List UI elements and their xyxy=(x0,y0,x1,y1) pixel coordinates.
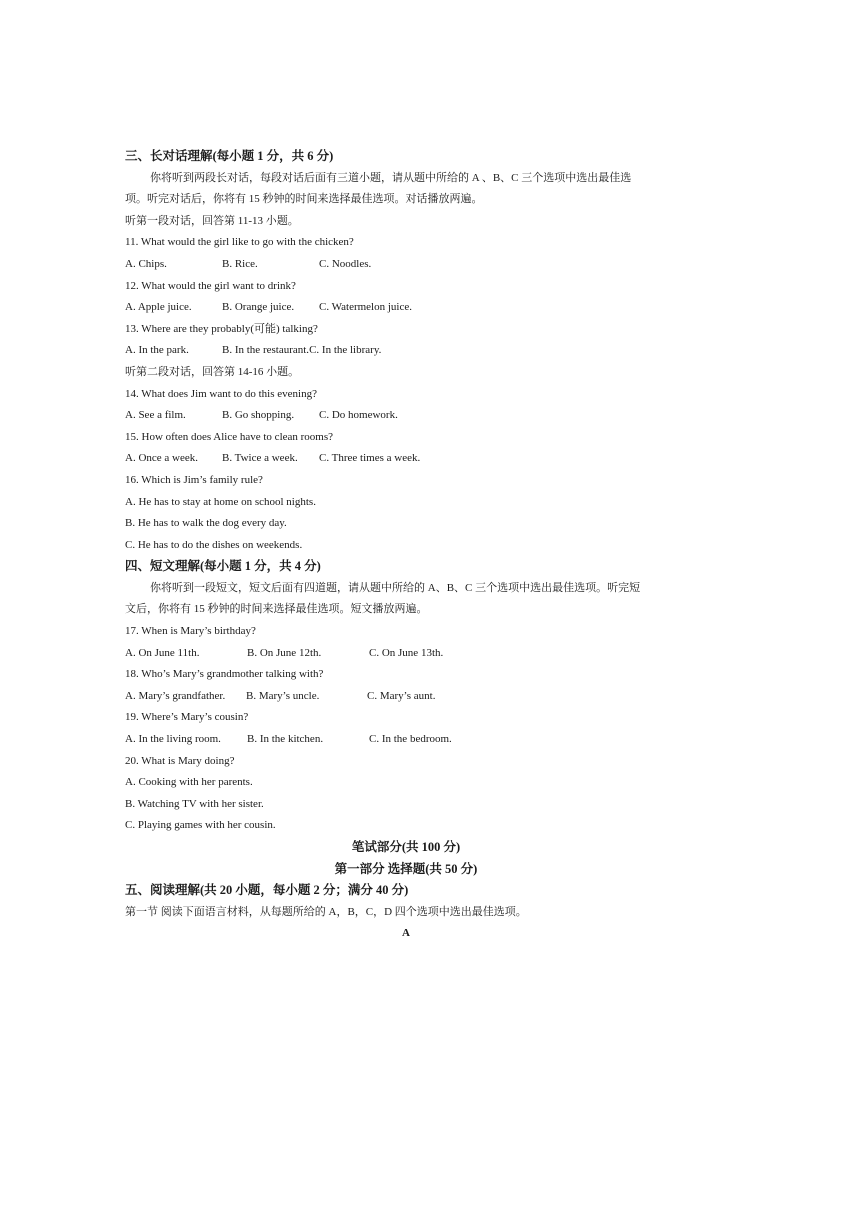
part1-instruction: 听第一段对话，回答第 11-13 小题。 xyxy=(125,214,299,227)
section3-intro-line2: 项。听完对话后，你将有 15 秒钟的时间来选择最佳选项。对话播放两遍。 xyxy=(125,193,483,206)
exam-page xyxy=(125,146,725,945)
option-18-c: C. Mary’s aunt. xyxy=(367,689,436,702)
passage-label: A xyxy=(402,927,410,940)
question-14-options xyxy=(125,405,725,427)
option-18-b: B. Mary’s uncle. xyxy=(246,689,320,702)
question-18: 18. Who’s Mary’s grandmother talking with? xyxy=(125,668,324,681)
option-15-b: B. Twice a week. xyxy=(222,452,298,465)
question-19: 19. Where’s Mary’s cousin? xyxy=(125,711,249,724)
question-11: 11. What would the girl like to go with the chicken? xyxy=(125,236,354,249)
question-13-options xyxy=(125,340,725,362)
question-18-options xyxy=(125,686,725,708)
section4-intro-line2: 文后，你将有 15 秒钟的时间来选择最佳选项。短文播放两遍。 xyxy=(125,603,428,616)
written-section-title: 笔试部分(共 100 分) xyxy=(351,840,461,854)
section3-intro-line1: 你将听到两段长对话，每段对话后面有三道小题，请从题中所给的 A 、B、C 三个选项中选出最佳选 xyxy=(150,171,632,184)
option-20-b: B. Watching TV with her sister. xyxy=(125,797,264,810)
option-20-c: C. Playing games with her cousin. xyxy=(125,819,276,832)
option-13-a: A. In the park. xyxy=(125,344,189,357)
part2-instruction: 听第二段对话，回答第 14-16 小题。 xyxy=(125,365,300,378)
option-13-b: B. In the restaurant. xyxy=(222,344,310,357)
question-17: 17. When is Mary’s birthday? xyxy=(125,625,256,638)
option-15-c: C. Three times a week. xyxy=(319,452,421,465)
option-15-a: A. Once a week. xyxy=(125,452,198,465)
section5-title: 五、阅读理解(共 20 小题，每小题 2 分；满分 40 分) xyxy=(125,883,409,898)
option-18-a: A. Mary’s grandfather. xyxy=(125,689,226,702)
section5-sub1: 第一节 阅读下面语言材料，从每题所给的 A，B，C，D 四个选项中选出最佳选项。 xyxy=(125,905,527,918)
question-12: 12. What would the girl want to drink? xyxy=(125,279,296,292)
written-part1-title: 第一部分 选择题(共 50 分) xyxy=(334,861,478,876)
option-19-b: B. In the kitchen. xyxy=(247,733,324,746)
question-16: 16. Which is Jim’s family rule? xyxy=(125,473,263,486)
option-14-a: A. See a film. xyxy=(125,409,186,422)
question-20: 20. What is Mary doing? xyxy=(125,754,235,767)
question-15-options xyxy=(125,448,725,470)
question-17-options xyxy=(125,643,725,665)
option-11-a: A. Chips. xyxy=(125,257,167,270)
option-12-a: A. Apple juice. xyxy=(125,301,192,314)
option-16-a: A. He has to stay at home on school nights. xyxy=(125,495,316,508)
option-14-c: C. Do homework. xyxy=(319,409,398,422)
option-11-b: B. Rice. xyxy=(222,257,258,270)
option-11-c: C. Noodles. xyxy=(319,257,372,270)
option-17-c: C. On June 13th. xyxy=(369,646,444,659)
option-17-a: A. On June 11th. xyxy=(125,646,200,659)
option-14-b: B. Go shopping. xyxy=(222,409,295,422)
option-13-c: C. In the library. xyxy=(309,344,382,357)
option-20-a: A. Cooking with her parents. xyxy=(125,776,253,789)
option-16-c: C. He has to do the dishes on weekends. xyxy=(125,538,303,551)
question-15: 15. How often does Alice have to clean rooms? xyxy=(125,430,334,443)
question-19-options xyxy=(125,729,725,751)
option-17-b: B. On June 12th. xyxy=(247,646,322,659)
question-14: 14. What does Jim want to do this evening? xyxy=(125,387,317,400)
section3-title: 三、长对话理解(每小题 1 分，共 6 分) xyxy=(125,149,334,163)
section4-intro-line1: 你将听到一段短文，短文后面有四道题，请从题中所给的 A、B、C 三个选项中选出最佳选项。听完短 xyxy=(150,581,641,594)
option-16-b: B. He has to walk the dog every day. xyxy=(125,517,287,530)
option-19-c: C. In the bedroom. xyxy=(369,733,452,746)
option-12-c: C. Watermelon juice. xyxy=(319,301,412,314)
question-12-options xyxy=(125,297,725,319)
option-19-a: A. In the living room. xyxy=(125,733,221,746)
question-11-options xyxy=(125,254,725,276)
option-12-b: B. Orange juice. xyxy=(222,301,295,314)
question-13: 13. Where are they probably(可能) talking? xyxy=(125,322,318,335)
section4-title: 四、短文理解(每小题 1 分，共 4 分) xyxy=(125,559,321,574)
